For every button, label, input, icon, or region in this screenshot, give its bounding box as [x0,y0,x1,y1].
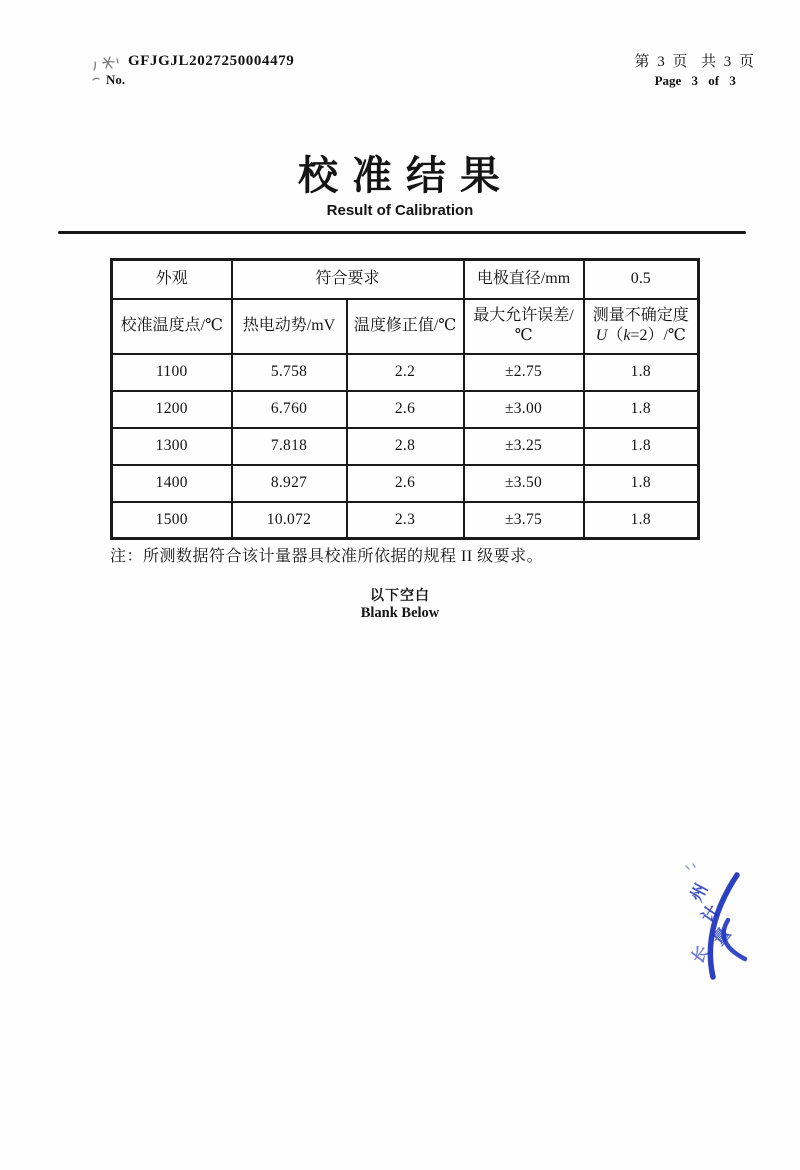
uncertainty-line1: 测量不确定度 [592,307,689,324]
col-header-emf: 热电动势/mV [232,299,347,354]
appearance-value: 符合要求 [232,260,464,299]
table-header-row [112,299,699,354]
electrode-diameter-value: 0.5 [584,260,699,299]
cell-temp: 1500 [112,502,232,539]
certificate-number-label: No. [106,72,126,87]
appearance-label: 外观 [112,260,232,299]
uncertainty-rest: =2）/℃ [630,327,686,344]
cell-emf: 8.927 [232,465,347,502]
cell-uncertainty: 1.8 [584,391,699,428]
col-header-uncertainty [584,299,699,354]
title-divider [58,231,746,234]
cell-max-error: ±3.75 [464,502,584,539]
table-row [112,428,699,465]
page-indicator-en: Page 3 of 3 [654,73,736,88]
seal-char: 计 [697,901,724,927]
table-row [112,502,699,539]
cell-correction: 2.3 [347,502,464,539]
table-note: 注：所测数据符合该计量器具校准所依据的规程 II 级要求。 [110,548,544,565]
seal-char: 州 [686,880,712,905]
cell-max-error: ±3.50 [464,465,584,502]
cell-correction: 2.2 [347,354,464,391]
certificate-number: GFJGJL2027250004479 [128,53,295,69]
table-row [112,354,699,391]
official-seal-stamp-icon [652,840,800,995]
cell-correction: 2.6 [347,465,464,502]
cell-correction: 2.6 [347,391,464,428]
cell-max-error: ±2.75 [464,354,584,391]
blank-below-en: Blank Below [360,605,440,621]
cell-uncertainty: 1.8 [584,354,699,391]
table-row [112,465,699,502]
col-header-max-error: 最大允许误差/℃ [464,299,584,354]
electrode-diameter-label: 电极直径/mm [464,260,584,299]
cell-emf: 5.758 [232,354,347,391]
cell-emf: 6.760 [232,391,347,428]
table-row [112,391,699,428]
cell-emf: 7.818 [232,428,347,465]
seal-char: 长 [687,942,714,968]
cell-correction: 2.8 [347,428,464,465]
page-indicator-cn: 第 3 页 共 3 页 [634,54,756,70]
table-row-appearance [112,260,699,299]
col-header-correction: 温度修正值/℃ [347,299,464,354]
cell-temp: 1100 [112,354,232,391]
cell-max-error: ±3.25 [464,428,584,465]
seal-char: 量 [709,923,735,950]
uncertainty-symbol-k: k [623,327,631,344]
cell-max-error: ±3.00 [464,391,584,428]
cell-uncertainty: 1.8 [584,428,699,465]
uncertainty-symbol-u: U [595,327,608,344]
cell-emf: 10.072 [232,502,347,539]
cell-temp: 1300 [112,428,232,465]
page-indicator [634,50,756,89]
page-subtitle: Result of Calibration [326,202,474,219]
col-header-temperature: 校准温度点/℃ [112,299,232,354]
cell-temp: 1200 [112,391,232,428]
cell-temp: 1400 [112,465,232,502]
uncertainty-paren: （ [607,327,624,344]
blank-below-cn: 以下空白 [370,589,430,604]
cell-uncertainty: 1.8 [584,465,699,502]
calibration-results-table [110,258,700,540]
cell-uncertainty: 1.8 [584,502,699,539]
page-title: 校 准 结 果 [298,153,502,198]
